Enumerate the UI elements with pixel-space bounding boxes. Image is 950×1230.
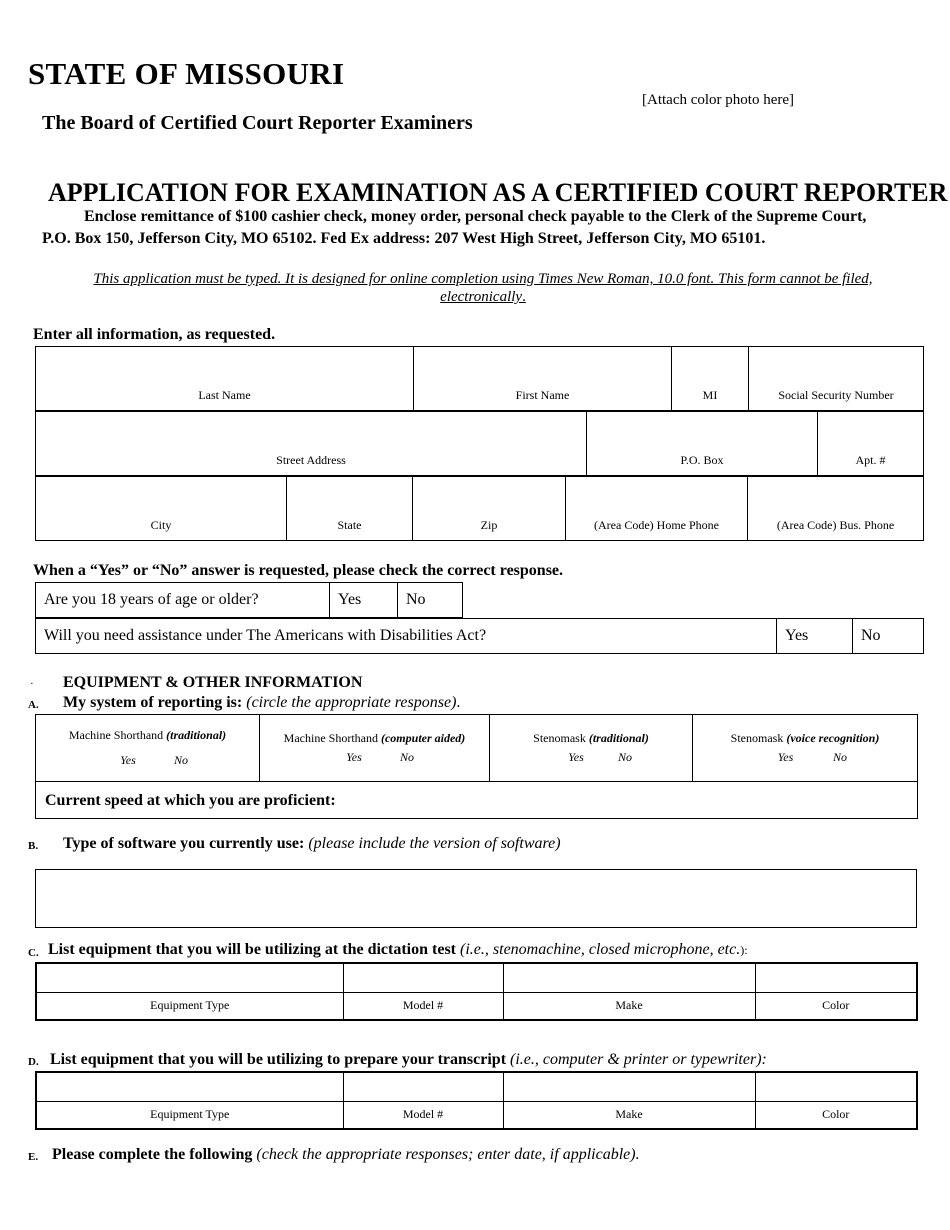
letter-c: C. — [28, 947, 39, 959]
reporting-system-hint: (circle the appropriate response) — [246, 694, 457, 711]
state-title: STATE OF MISSOURI — [28, 56, 345, 91]
transcript-equipment-hint: (i.e., computer & printer or typewriter): — [506, 1051, 767, 1068]
first-name-label: First Name — [414, 381, 672, 411]
dictation-make-field[interactable] — [503, 963, 755, 992]
dictation-equipment-type-field[interactable] — [36, 963, 343, 992]
ada-question-row — [35, 618, 924, 654]
transcript-color-label: Color — [755, 1101, 917, 1129]
remittance-line-2: P.O. Box 150, Jefferson City, MO 65102. Fed Ex address: 207 West High Street, Jefferson City, MO 65101. — [42, 230, 766, 247]
system-1-no[interactable]: No — [174, 753, 189, 767]
age-yes-option[interactable]: Yes — [330, 583, 398, 618]
software-label — [63, 835, 561, 853]
software-hint: (please include the version of software) — [304, 835, 561, 852]
reporting-system-label — [63, 694, 460, 712]
system-option-1[interactable] — [36, 715, 260, 782]
dictation-equipment-end: ): — [740, 943, 748, 957]
transcript-model-label: Model # — [343, 1101, 503, 1129]
transcript-equipment-label — [50, 1051, 767, 1069]
letter-e: E. — [28, 1151, 39, 1163]
age-question: Are you 18 years of age or older? — [36, 583, 330, 618]
board-name: The Board of Certified Court Reporter Examiners — [42, 112, 473, 134]
photo-placeholder: [Attach color photo here] — [642, 92, 795, 108]
yes-no-heading: When a “Yes” or “No” answer is requested, please check the correct response. — [33, 562, 564, 579]
ada-no-option[interactable]: No — [853, 619, 924, 654]
software-field[interactable] — [35, 869, 917, 928]
transcript-make-label: Make — [503, 1101, 755, 1129]
personal-info-row-1 — [35, 346, 924, 411]
system-2-no[interactable]: No — [400, 750, 415, 764]
system-1-yes[interactable]: Yes — [120, 753, 136, 767]
system-3-no[interactable]: No — [618, 750, 633, 764]
personal-info-row-2 — [35, 411, 924, 476]
ssn-label: Social Security Number — [749, 381, 924, 411]
system-4-yes[interactable]: Yes — [777, 750, 794, 764]
complete-following-label — [52, 1146, 640, 1164]
age-question-row — [35, 582, 463, 618]
system-option-3[interactable] — [490, 715, 693, 782]
home-phone-field[interactable] — [566, 477, 748, 511]
dictation-equipment-table — [35, 962, 918, 1021]
apt-label: Apt. # — [818, 446, 924, 476]
age-no-option[interactable]: No — [398, 583, 463, 618]
transcript-equipment-table — [35, 1071, 918, 1130]
transcript-model-field[interactable] — [343, 1072, 503, 1101]
system-4-name: Stenomask — [730, 731, 787, 745]
typing-notice — [60, 270, 906, 306]
po-box-field[interactable] — [587, 412, 818, 446]
system-3-name: Stenomask — [533, 731, 589, 745]
letter-a: A. — [28, 699, 39, 711]
application-title: APPLICATION FOR EXAMINATION AS A CERTIFIED COURT REPORTER — [48, 178, 948, 207]
system-2-qualifier: (computer aided) — [380, 731, 466, 745]
notice-line-2: electronically — [440, 289, 523, 305]
system-4-qualifier: (voice recognition) — [786, 731, 880, 745]
zip-label: Zip — [413, 511, 566, 541]
remittance-line-1: Enclose remittance of $100 cashier check, money order, personal check payable to the Clerk of the Supreme Court, — [84, 208, 867, 225]
complete-following-hint: (check the appropriate responses; enter date, if applicable). — [252, 1146, 640, 1163]
mi-label: MI — [672, 381, 749, 411]
last-name-label: Last Name — [36, 381, 414, 411]
zip-field[interactable] — [413, 477, 566, 511]
software-text: Type of software you currently use: — [63, 835, 305, 852]
dictation-make-label: Make — [503, 992, 755, 1020]
city-label: City — [36, 511, 287, 541]
dictation-color-field[interactable] — [755, 963, 917, 992]
reporting-system-text: My system of reporting is: — [63, 694, 243, 711]
transcript-make-field[interactable] — [503, 1072, 755, 1101]
dictation-model-label: Model # — [343, 992, 503, 1020]
personal-info-row-3 — [35, 476, 924, 541]
system-3-yes[interactable]: Yes — [568, 750, 584, 764]
po-box-label: P.O. Box — [587, 446, 818, 476]
letter-d: D. — [28, 1056, 39, 1068]
ada-question: Will you need assistance under The Americans with Disabilities Act? — [36, 619, 777, 654]
dictation-model-field[interactable] — [343, 963, 503, 992]
personal-info-heading: Enter all information, as requested. — [33, 326, 276, 343]
system-2-yes[interactable]: Yes — [346, 750, 362, 764]
last-name-field[interactable] — [36, 347, 414, 381]
dictation-color-label: Color — [755, 992, 917, 1020]
dictation-equipment-text: List equipment that you will be utilizing at the dictation test — [48, 941, 457, 958]
system-1-qualifier: (traditional) — [166, 728, 227, 742]
letter-b: B. — [28, 840, 39, 852]
dictation-equipment-label — [48, 941, 748, 959]
city-field[interactable] — [36, 477, 287, 511]
business-phone-label: (Area Code) Bus. Phone — [748, 511, 924, 541]
state-label: State — [287, 511, 413, 541]
dictation-equipment-type-label: Equipment Type — [36, 992, 343, 1020]
home-phone-label: (Area Code) Home Phone — [566, 511, 748, 541]
transcript-equipment-text: List equipment that you will be utilizing to prepare your transcript — [50, 1051, 507, 1068]
current-speed-label: Current speed at which you are proficient: — [45, 792, 336, 809]
equipment-heading: EQUIPMENT & OTHER INFORMATION — [63, 674, 363, 691]
ssn-field[interactable] — [749, 347, 924, 381]
system-1-name: Machine Shorthand — [68, 728, 167, 742]
dictation-equipment-hint: (i.e., stenomachine, closed microphone, etc. — [456, 941, 741, 958]
transcript-equipment-type-field[interactable] — [36, 1072, 343, 1101]
street-address-label: Street Address — [36, 446, 587, 476]
complete-following-text: Please complete the following — [52, 1146, 253, 1163]
apt-field[interactable] — [818, 412, 924, 446]
transcript-equipment-type-label: Equipment Type — [36, 1101, 343, 1129]
street-address-field[interactable] — [36, 412, 587, 446]
business-phone-field[interactable] — [748, 477, 924, 511]
notice-line-1: This application must be typed. It is designed for online completion using Times New Roman, 10.0 font. This form cannot be filed, — [93, 271, 873, 287]
system-option-4[interactable] — [693, 715, 918, 782]
system-3-qualifier: (traditional) — [588, 731, 649, 745]
section-bullet: · — [30, 678, 34, 690]
notice-end: . — [522, 289, 526, 305]
system-2-name: Machine Shorthand — [283, 731, 381, 745]
first-name-field[interactable] — [414, 347, 672, 381]
state-field[interactable] — [287, 477, 413, 511]
mi-field[interactable] — [672, 347, 749, 381]
system-4-no[interactable]: No — [833, 750, 848, 764]
system-option-2[interactable] — [260, 715, 490, 782]
reporting-system-hint-end: . — [456, 694, 461, 711]
transcript-color-field[interactable] — [755, 1072, 917, 1101]
reporting-system-table — [35, 714, 918, 819]
ada-yes-option[interactable]: Yes — [777, 619, 853, 654]
current-speed-field[interactable] — [36, 782, 918, 819]
